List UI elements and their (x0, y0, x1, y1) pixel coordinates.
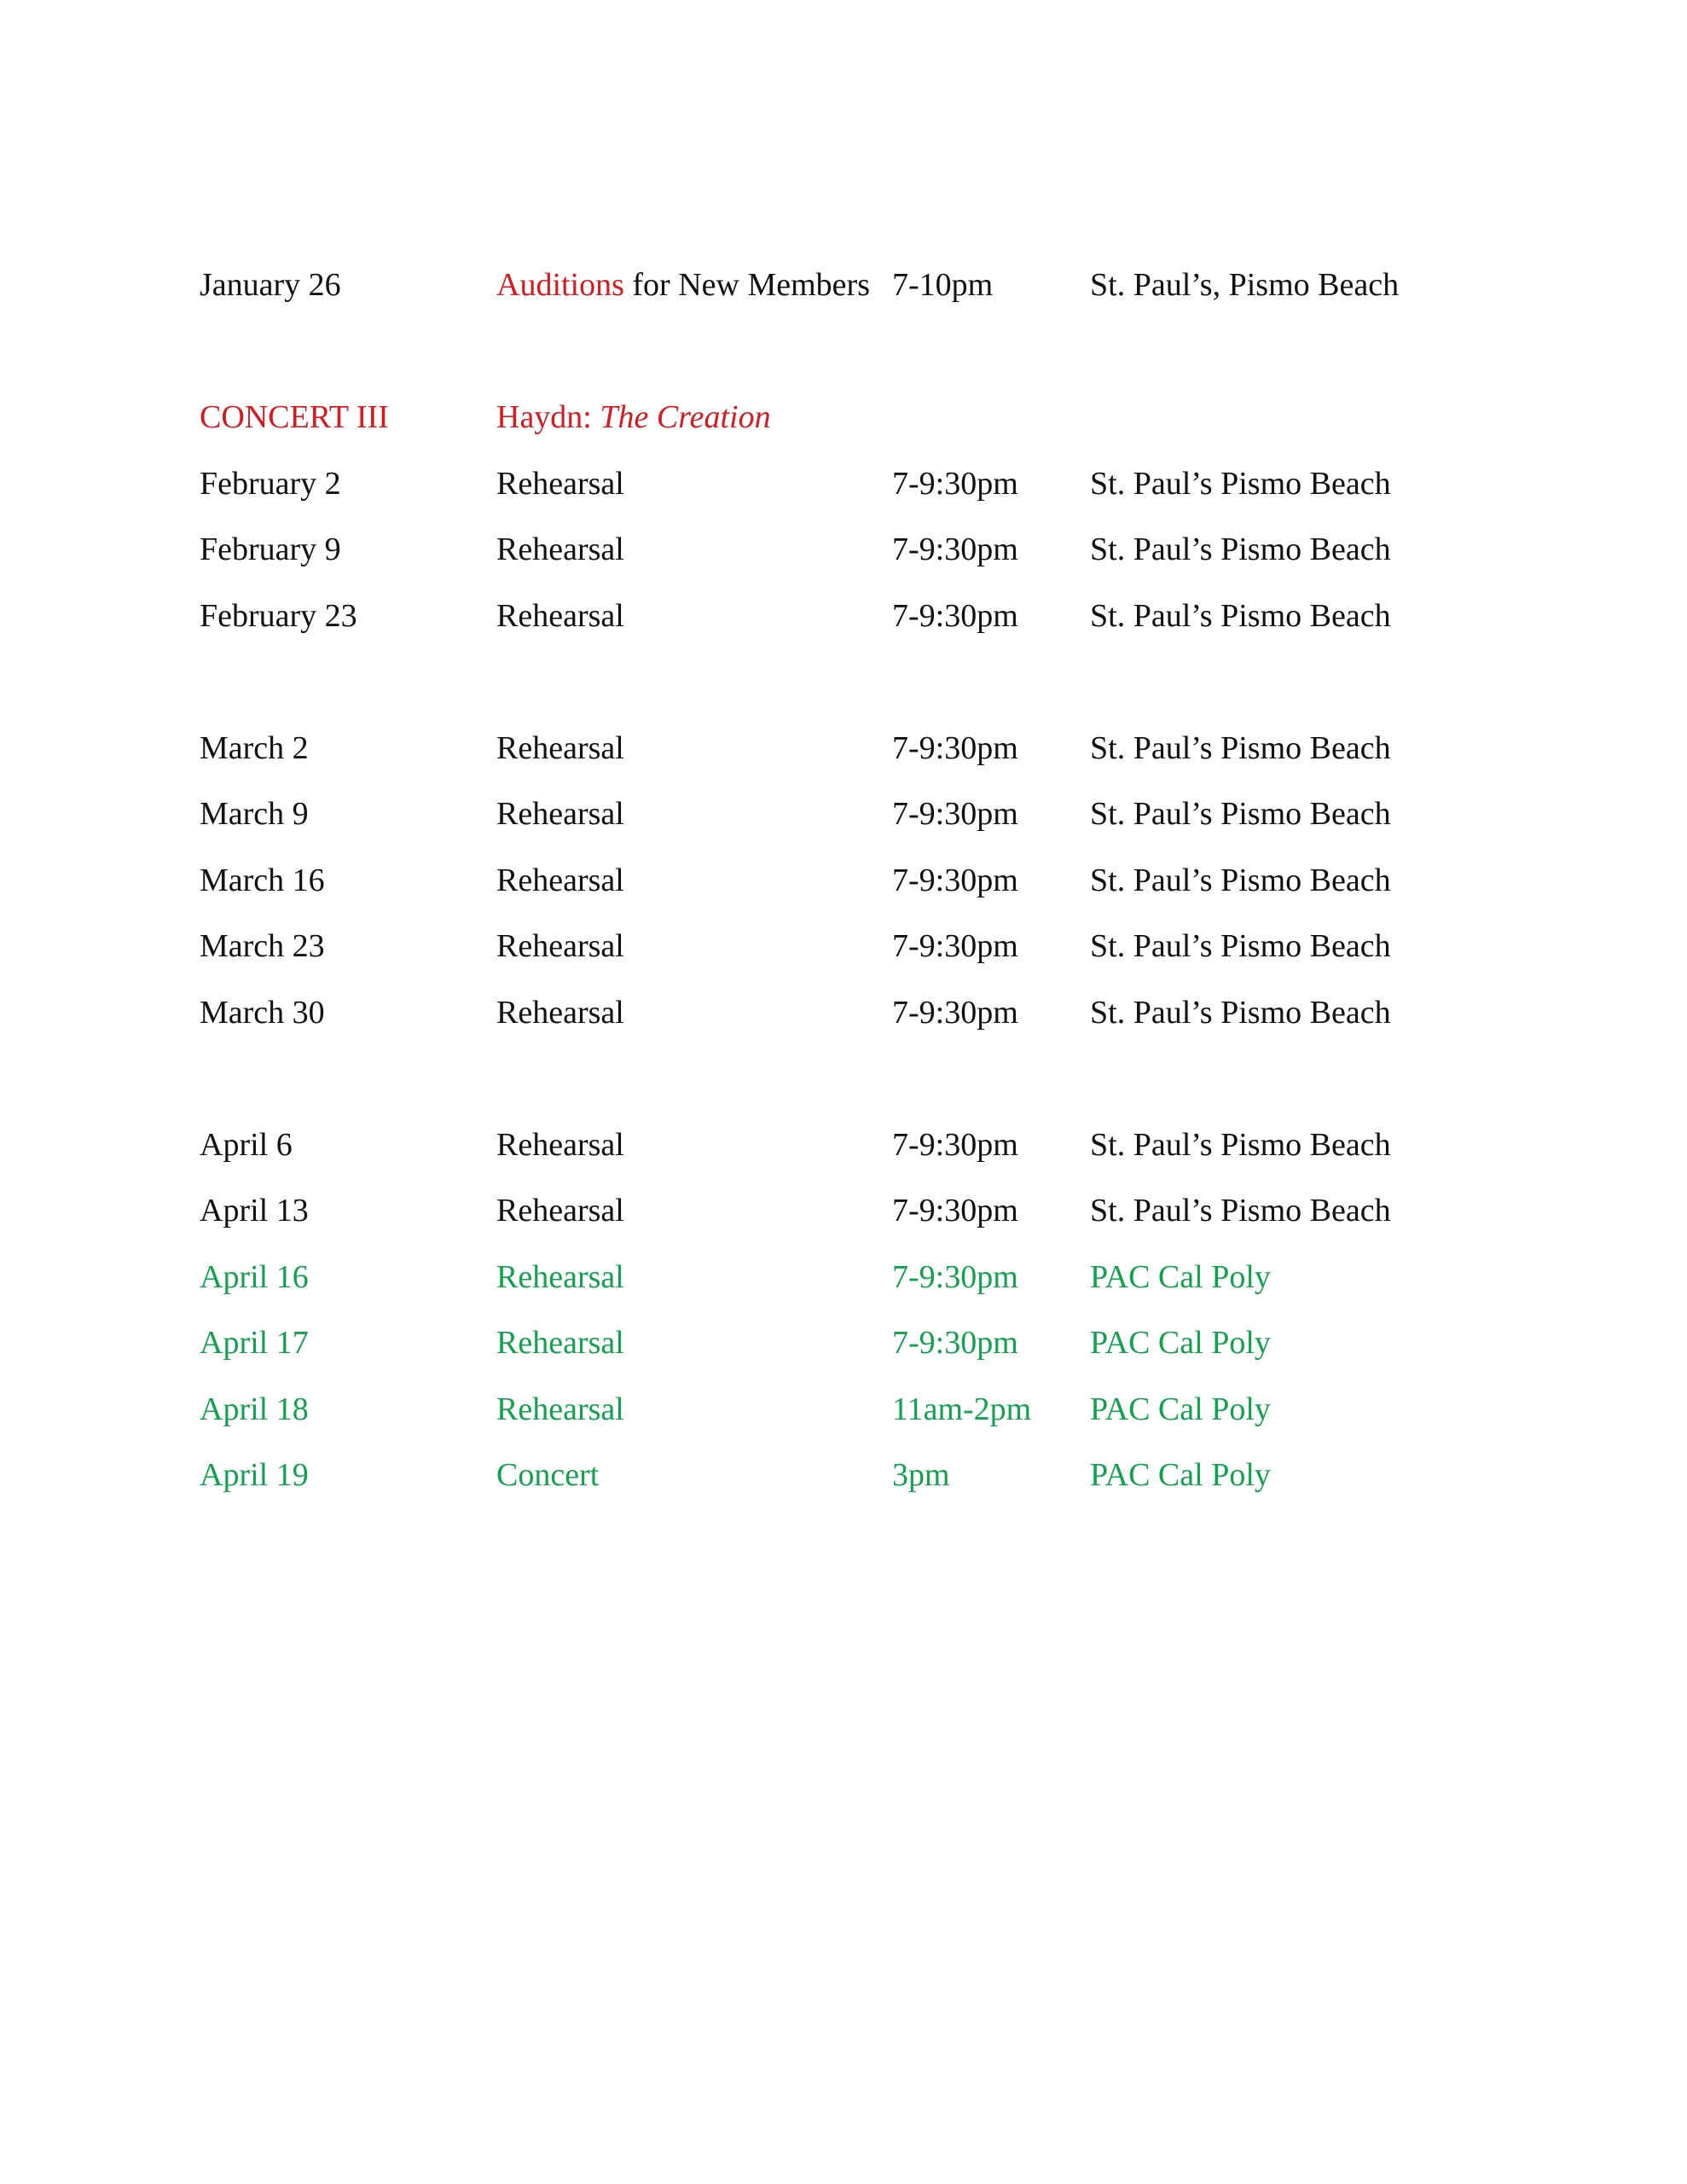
row-location: PAC Cal Poly (1090, 1259, 1271, 1295)
row-location: PAC Cal Poly (1090, 1325, 1271, 1361)
row-date: April 13 (200, 1193, 309, 1228)
concert-title (496, 392, 771, 443)
schedule-row-performance-week (0, 1384, 1687, 1435)
schedule-row-performance-week (0, 1317, 1687, 1368)
row-event: Rehearsal (496, 1127, 624, 1163)
row-event: Rehearsal (496, 1391, 624, 1427)
row-time: 7-9:30pm (892, 1127, 1018, 1163)
schedule-row (0, 524, 1687, 575)
schedule-row (0, 788, 1687, 839)
schedule-row (0, 590, 1687, 642)
row-date: April 18 (200, 1391, 309, 1427)
row-event: Rehearsal (496, 1193, 624, 1228)
row-date: March 2 (200, 730, 309, 766)
auditions-row (0, 259, 1687, 311)
row-time: 7-9:30pm (892, 598, 1018, 634)
row-location: St. Paul’s Pismo Beach (1090, 531, 1391, 567)
row-event: Concert (496, 1457, 600, 1493)
row-location: PAC Cal Poly (1090, 1457, 1271, 1493)
row-date: March 16 (200, 863, 325, 898)
row-time: 3pm (892, 1457, 950, 1493)
row-time: 7-9:30pm (892, 928, 1018, 964)
row-time: 7-9:30pm (892, 1193, 1018, 1228)
row-date: February 23 (200, 598, 357, 634)
row-time: 7-9:30pm (892, 1259, 1018, 1295)
row-event: Rehearsal (496, 863, 624, 898)
schedule-row-concert (0, 1449, 1687, 1501)
schedule-row (0, 723, 1687, 774)
schedule-row (0, 1185, 1687, 1236)
row-time: 7-9:30pm (892, 796, 1018, 832)
concert-label: CONCERT III (200, 399, 389, 435)
schedule-row (0, 921, 1687, 972)
row-date: April 17 (200, 1325, 309, 1361)
row-date: February 9 (200, 531, 341, 567)
row-location: St. Paul’s Pismo Beach (1090, 730, 1391, 766)
row-location: St. Paul’s Pismo Beach (1090, 796, 1391, 832)
row-event: Rehearsal (496, 1325, 624, 1361)
row-time: 7-9:30pm (892, 730, 1018, 766)
row-event: Rehearsal (496, 796, 624, 832)
row-date: March 23 (200, 928, 325, 964)
row-date: April 6 (200, 1127, 293, 1163)
row-date: April 16 (200, 1259, 309, 1295)
row-location: St. Paul’s Pismo Beach (1090, 1127, 1391, 1163)
row-date: March 9 (200, 796, 309, 832)
auditions-highlight: Auditions (496, 267, 624, 303)
row-location: St. Paul’s Pismo Beach (1090, 598, 1391, 634)
row-time: 7-9:30pm (892, 466, 1018, 502)
auditions-event-rest: for New Members (623, 267, 870, 303)
schedule-row (0, 987, 1687, 1038)
row-event: Rehearsal (496, 598, 624, 634)
concert-composer: Haydn: (496, 399, 592, 435)
row-event: Rehearsal (496, 928, 624, 964)
row-time: 7-9:30pm (892, 863, 1018, 898)
auditions-location: St. Paul’s, Pismo Beach (1090, 267, 1400, 303)
schedule-row-performance-week (0, 1252, 1687, 1303)
auditions-date: January 26 (200, 267, 341, 303)
row-time: 7-9:30pm (892, 531, 1018, 567)
schedule-row (0, 458, 1687, 509)
row-date: April 19 (200, 1457, 309, 1493)
row-event: Rehearsal (496, 531, 624, 567)
row-time: 7-9:30pm (892, 995, 1018, 1031)
schedule-row (0, 1119, 1687, 1170)
concert-work: The Creation (600, 399, 771, 435)
row-location: PAC Cal Poly (1090, 1391, 1271, 1427)
row-date: March 30 (200, 995, 325, 1031)
row-location: St. Paul’s Pismo Beach (1090, 1193, 1391, 1228)
row-location: St. Paul’s Pismo Beach (1090, 928, 1391, 964)
row-time: 7-9:30pm (892, 1325, 1018, 1361)
schedule-row (0, 855, 1687, 906)
row-event: Rehearsal (496, 995, 624, 1031)
row-location: St. Paul’s Pismo Beach (1090, 995, 1391, 1031)
row-date: February 2 (200, 466, 341, 502)
row-event: Rehearsal (496, 466, 624, 502)
row-event: Rehearsal (496, 1259, 624, 1295)
auditions-event (496, 259, 870, 311)
row-time: 11am-2pm (892, 1391, 1032, 1427)
row-location: St. Paul’s Pismo Beach (1090, 863, 1391, 898)
auditions-time: 7-10pm (892, 267, 994, 303)
row-event: Rehearsal (496, 730, 624, 766)
concert-heading-row (0, 392, 1687, 443)
row-location: St. Paul’s Pismo Beach (1090, 466, 1391, 502)
